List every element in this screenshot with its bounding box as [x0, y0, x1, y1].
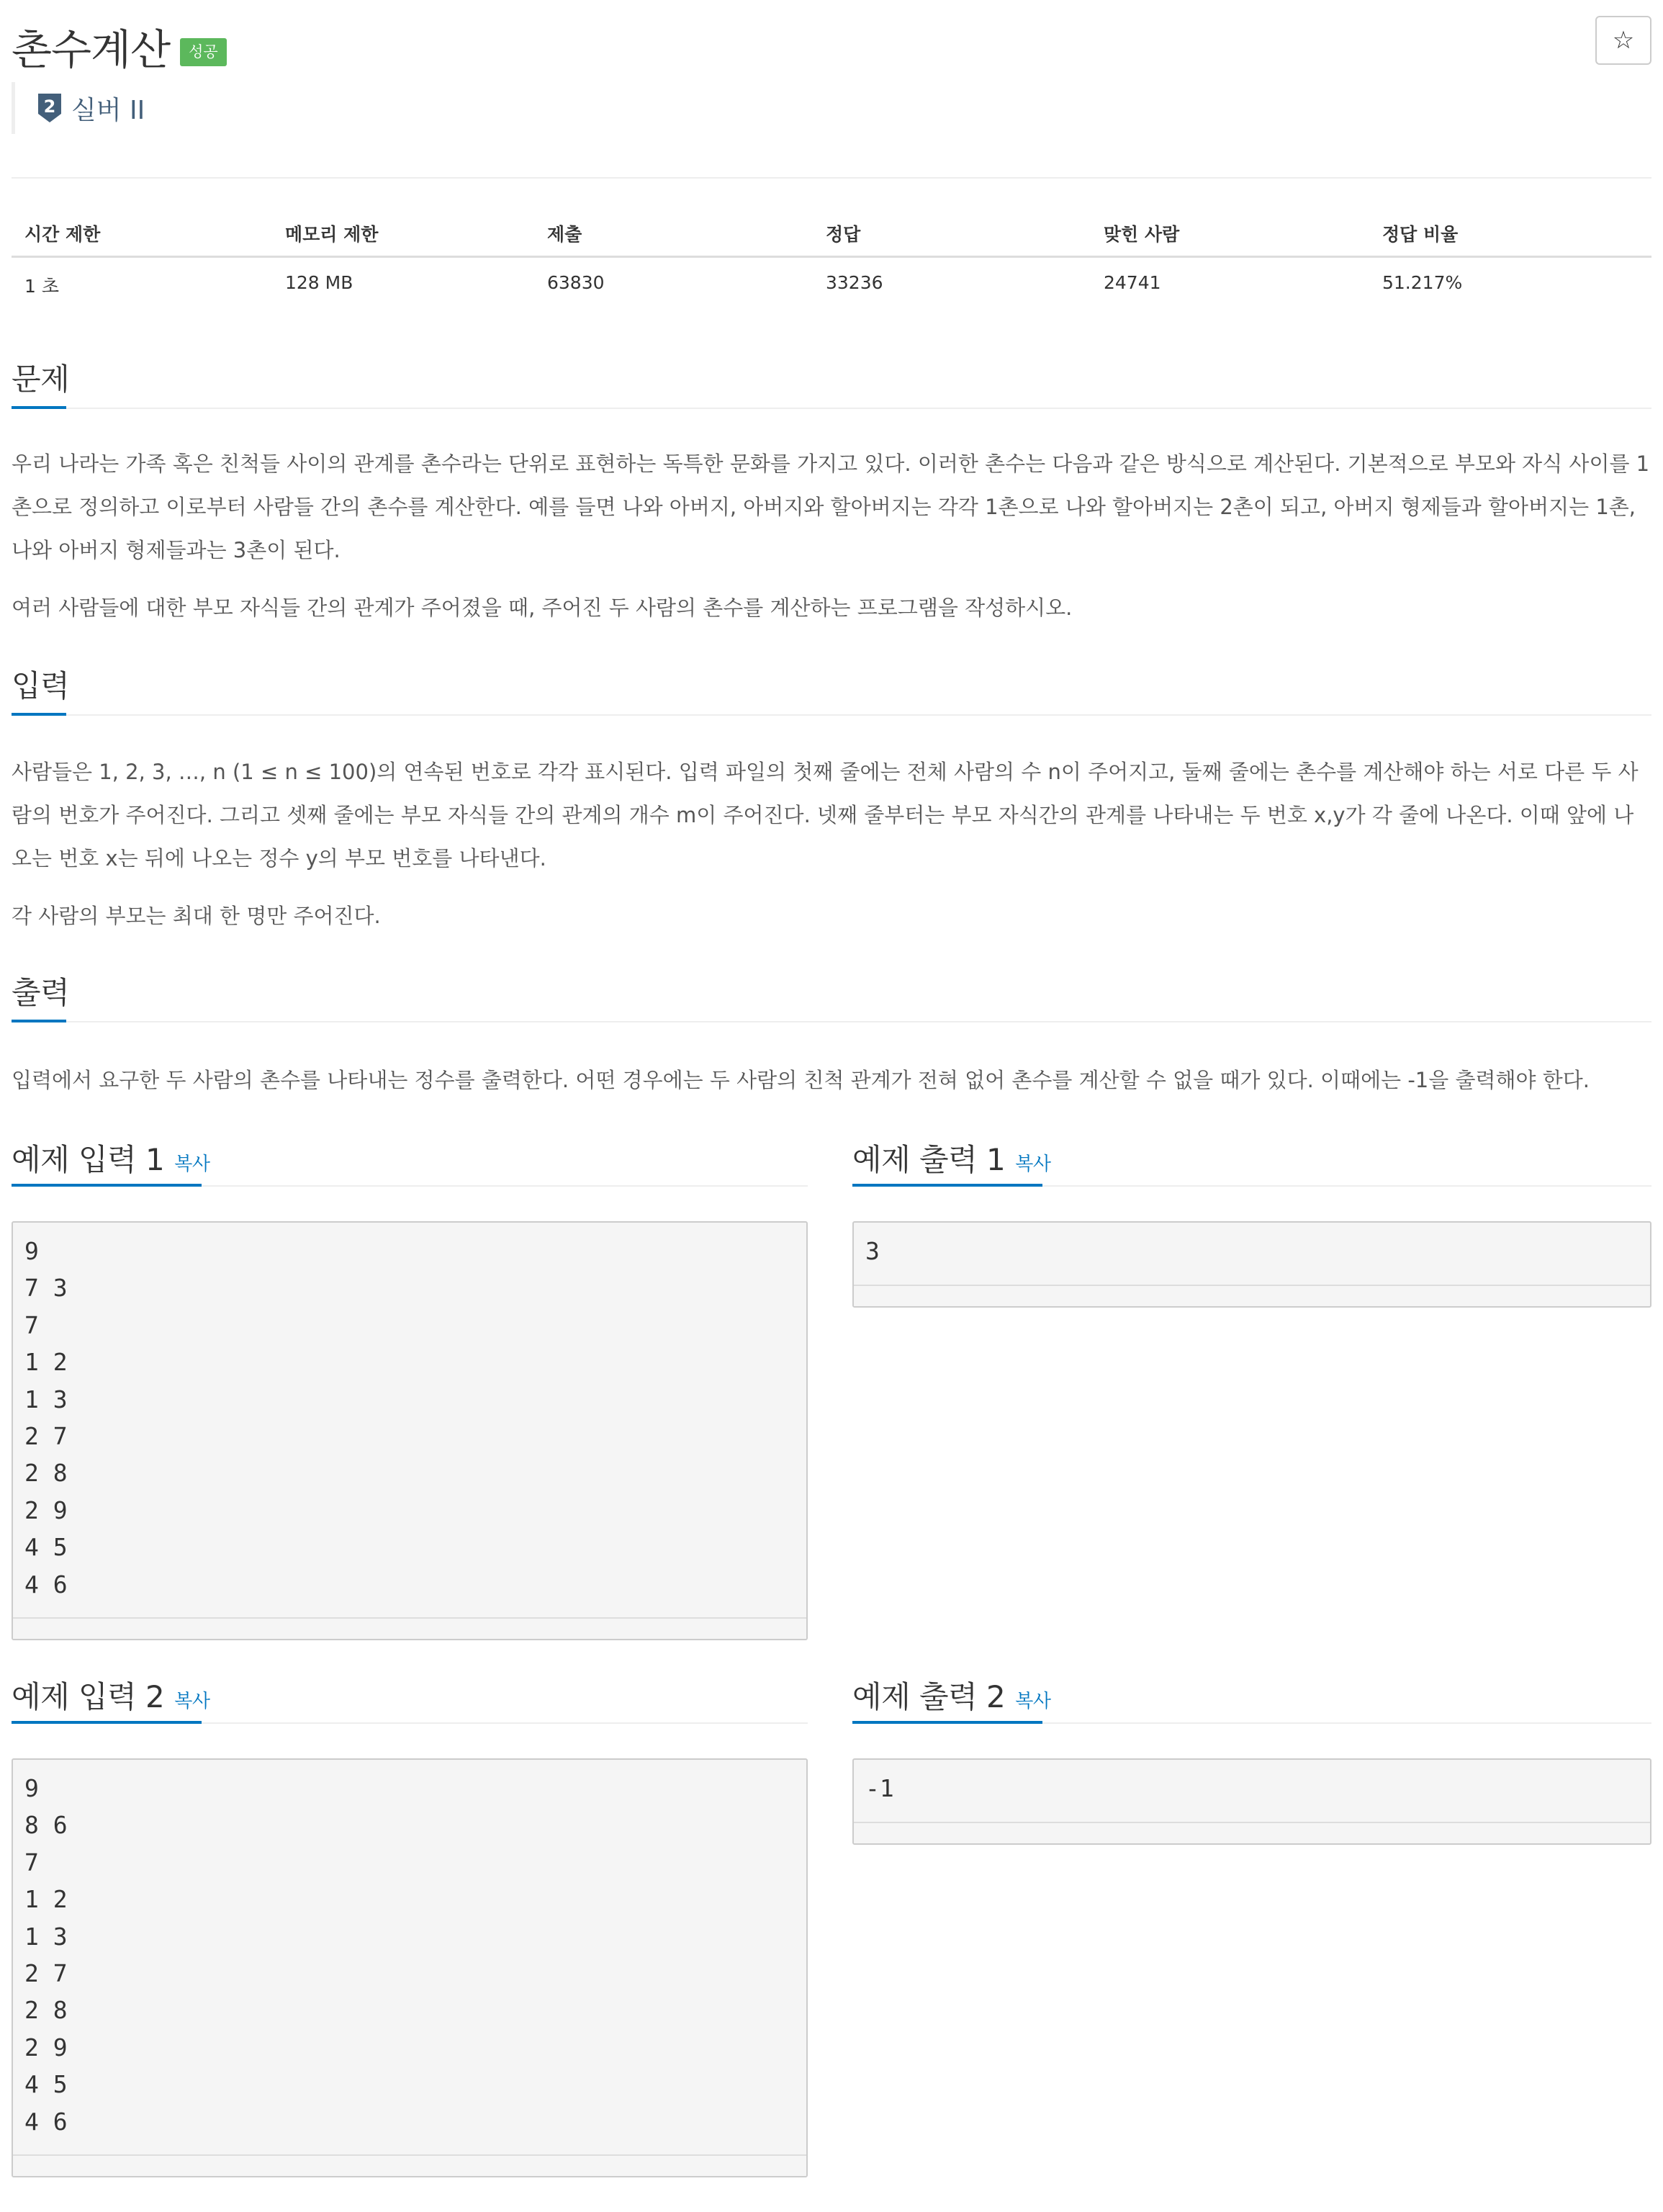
input-paragraph-1: 사람들은 1, 2, 3, …, n (1 ≤ n ≤ 100)의 연속된 번호로 각각 표시된다. 입력 파일의 첫째 줄에는 전체 사람의 수 n이 주어지고, 둘째 줄에는 촌수를 계산해야 하는 서로 다른 두 사람의 번호가 주어진다. 그리고 셋째 줄에는 부모 자식들 간의 관계의 개수 m이 주어진다. 넷째 줄부터는 부모 자식간의 관계를 나타내는 두 번호 x,y가 각 줄에 나온다. 이때 앞에 나오는 번호 x는 뒤에 나오는 정수 y의 부모 번호를 나타낸다.	[12, 760, 1639, 871]
section-underline-output	[12, 1020, 66, 1022]
section-rule-output	[12, 1021, 1651, 1022]
output-paragraph-1: 입력에서 요구한 두 사람의 촌수를 나타내는 정수를 출력한다. 어떤 경우에는 두 사람의 친척 관계가 전혀 없어 촌수를 계산할 수 없을 때가 있다. 이때에는 -1을 출력해야 한다.	[12, 1068, 1590, 1092]
info-value-submissions: 63830	[547, 272, 605, 293]
sample-output-1-scrollbar[interactable]	[854, 1285, 1650, 1306]
star-icon: ☆	[1612, 26, 1635, 55]
sample-input-1-title	[12, 1136, 209, 1179]
sample-output-1-text: 3	[865, 1237, 880, 1265]
sample-input-1-label: 예제 입력 1	[12, 1142, 165, 1177]
sample-input-2-scrollbar[interactable]	[13, 2154, 806, 2176]
copy-sample-output-1-link[interactable]: 복사	[1015, 1154, 1051, 1175]
sample-output-2-text: -1	[865, 1774, 894, 1802]
tier-number: 2	[43, 96, 56, 117]
sample-input-1-box[interactable]	[12, 1221, 808, 1640]
problem-paragraph-1: 우리 나라는 가족 혹은 친척들 사이의 관계를 촌수라는 단위로 표현하는 독특한 문화를 가지고 있다. 이러한 촌수는 다음과 같은 방식으로 계산된다. 기본적으로 부모와 자식 사이를 1촌으로 정의하고 이로부터 사람들 간의 촌수를 계산한다. 예를 들면 나와 아버지, 아버지와 할아버지는 각각 1촌으로 나와 할아버지는 2촌이 되고, 아버지 형제들과 할아버지는 1촌, 나와 아버지 형제들과는 3촌이 된다.	[12, 451, 1650, 562]
silver-tier-icon	[37, 92, 63, 124]
sample-input-2-underline	[12, 1721, 202, 1724]
section-rule-input	[12, 714, 1651, 716]
section-title-input: 입력	[12, 668, 70, 703]
header-divider	[12, 177, 1651, 179]
sample-output-2-scrollbar[interactable]	[854, 1822, 1650, 1843]
sample-input-1-scrollbar[interactable]	[13, 1617, 806, 1639]
sample-output-2-label: 예제 출력 2	[852, 1679, 1006, 1714]
sample-input-2-text: 9 8 6 7 1 2 1 3 2 7 2 8 2 9 4 5 4 6	[24, 1774, 68, 2136]
sample-output-1-title	[852, 1136, 1050, 1179]
info-value-solvers: 24741	[1104, 272, 1161, 293]
sample-input-2-box[interactable]	[12, 1758, 808, 2177]
sample-input-1-underline	[12, 1184, 202, 1187]
section-underline-input	[12, 713, 66, 716]
sample-input-2-label: 예제 입력 2	[12, 1679, 165, 1714]
copy-sample-output-2-link[interactable]: 복사	[1015, 1691, 1051, 1712]
input-paragraph-2: 각 사람의 부모는 최대 한 명만 주어진다.	[12, 904, 381, 928]
info-header-submissions: 제출	[547, 224, 582, 245]
info-value-ratio: 51.217%	[1382, 272, 1463, 293]
info-header-solvers: 맞힌 사람	[1104, 224, 1180, 245]
sample-output-1-box[interactable]	[852, 1221, 1651, 1308]
copy-sample-input-2-link[interactable]: 복사	[174, 1691, 210, 1712]
info-value-accepted: 33236	[826, 272, 883, 293]
section-title-output: 출력	[12, 975, 70, 1010]
section-rule-problem	[12, 408, 1651, 409]
sample-input-1-text: 9 7 3 7 1 2 1 3 2 7 2 8 2 9 4 5 4 6	[24, 1237, 68, 1599]
sample-output-1-label: 예제 출력 1	[852, 1142, 1006, 1177]
sample-output-2-box[interactable]	[852, 1758, 1651, 1845]
copy-sample-input-1-link[interactable]: 복사	[174, 1154, 210, 1175]
info-table-divider	[12, 256, 1651, 258]
sample-output-2-underline	[852, 1721, 1042, 1724]
sample-output-2-title	[852, 1673, 1050, 1717]
sample-output-1-underline	[852, 1184, 1042, 1187]
tier-label: 실버 II	[71, 95, 145, 125]
info-header-accepted: 정답	[826, 224, 861, 245]
info-header-memory: 메모리 제한	[285, 224, 379, 245]
tier-row[interactable]	[12, 82, 145, 134]
info-header-time: 시간 제한	[24, 224, 101, 245]
info-value-time: 1 초	[24, 276, 60, 297]
info-value-memory: 128 MB	[285, 272, 353, 293]
title-row	[12, 10, 227, 82]
section-title-problem: 문제	[12, 361, 70, 397]
info-header-ratio: 정답 비율	[1382, 224, 1459, 245]
problem-title: 촌수계산	[12, 25, 171, 74]
sample-input-2-title	[12, 1673, 209, 1717]
status-badge: 성공	[180, 38, 227, 66]
problem-paragraph-2: 여러 사람들에 대한 부모 자식들 간의 관계가 주어졌을 때, 주어진 두 사람의 촌수를 계산하는 프로그램을 작성하시오.	[12, 595, 1073, 620]
favorite-star-button[interactable]	[1595, 16, 1651, 65]
section-underline-problem	[12, 406, 66, 409]
